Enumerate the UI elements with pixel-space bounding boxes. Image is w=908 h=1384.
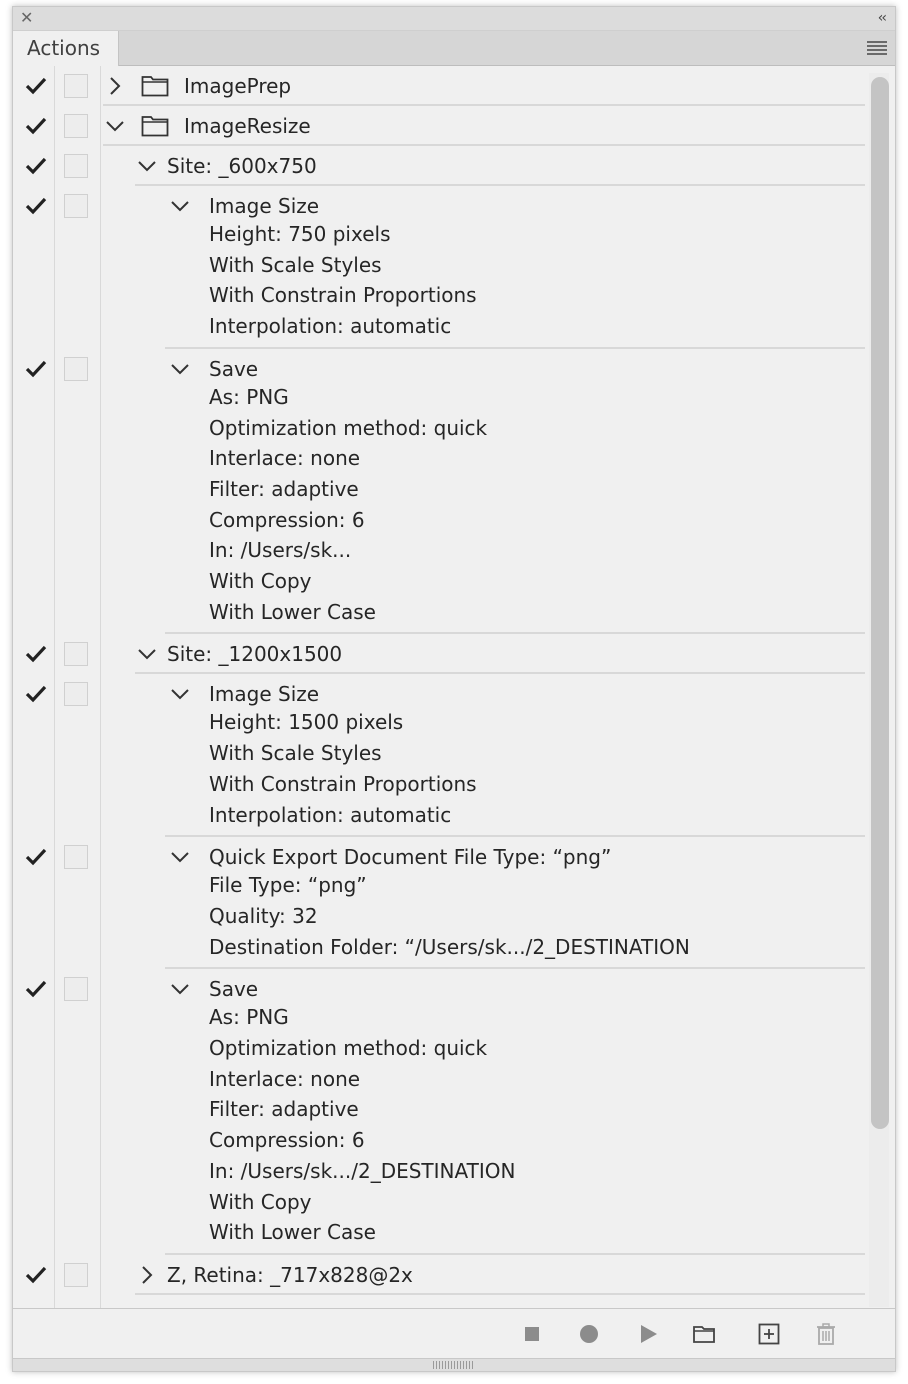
chevron-down-icon[interactable] <box>170 684 190 704</box>
new-action-icon[interactable] <box>757 1322 781 1346</box>
chevron-down-icon[interactable] <box>170 196 190 216</box>
command-parameter: Optimization method: quick <box>209 415 488 440</box>
trash-icon[interactable] <box>814 1322 838 1346</box>
dialog-toggle-checkbox[interactable] <box>64 642 88 666</box>
command-parameter: Destination Folder: “/Users/sk.../2_DESTINATION <box>209 934 690 959</box>
chevron-right-icon[interactable] <box>105 76 125 96</box>
command-parameter: With Scale Styles <box>209 252 382 277</box>
panel-footer <box>13 1308 895 1358</box>
list-item[interactable] <box>13 106 865 146</box>
action-row-label: Save <box>209 977 259 1002</box>
actions-list <box>13 66 865 1308</box>
action-row-label: Site: _600x750 <box>167 154 317 178</box>
record-icon[interactable] <box>577 1322 601 1346</box>
folder-icon <box>141 115 169 137</box>
action-row-label: Site: _1200x1500 <box>167 642 343 667</box>
checkmark-icon[interactable] <box>25 979 47 999</box>
command-parameter: With Lower Case <box>209 1220 376 1245</box>
double-chevron-left-icon[interactable]: ‹‹ <box>877 10 885 26</box>
command-parameter: Interpolation: automatic <box>209 314 452 339</box>
panel-tab-row <box>13 31 895 66</box>
chevron-down-icon[interactable] <box>170 979 190 999</box>
command-parameter: File Type: “png” <box>209 873 367 898</box>
action-row-label: Image Size <box>209 682 320 707</box>
checkmark-icon[interactable] <box>25 644 47 664</box>
list-item[interactable] <box>13 1255 865 1295</box>
command-parameter: With Lower Case <box>209 599 376 624</box>
scrollbar-thumb[interactable] <box>871 77 889 1129</box>
command-parameter: In: /Users/sk... <box>209 538 352 563</box>
list-item[interactable] <box>13 146 865 186</box>
checkmark-icon[interactable] <box>25 359 47 379</box>
play-icon[interactable] <box>636 1322 660 1346</box>
dialog-toggle-checkbox[interactable] <box>64 845 88 869</box>
command-parameter: As: PNG <box>209 1005 289 1030</box>
action-row-label: Save <box>209 356 259 381</box>
command-parameter: Quality: 32 <box>209 903 318 928</box>
command-parameter: Optimization method: quick <box>209 1036 488 1060</box>
list-item[interactable] <box>13 969 865 1009</box>
dialog-toggle-checkbox[interactable] <box>64 357 88 381</box>
checkmark-icon[interactable] <box>25 847 47 867</box>
panel-titlebar <box>13 7 895 31</box>
command-parameter: Filter: adaptive <box>209 476 359 501</box>
dialog-toggle-checkbox[interactable] <box>64 154 88 178</box>
command-parameter: With Scale Styles <box>209 741 382 766</box>
folder-icon <box>141 75 169 97</box>
dialog-toggle-checkbox[interactable] <box>64 1263 88 1287</box>
list-item[interactable] <box>13 186 865 226</box>
list-item[interactable] <box>13 349 865 389</box>
dialog-toggle-checkbox[interactable] <box>64 682 88 706</box>
checkmark-icon[interactable] <box>25 116 47 136</box>
command-parameter: As: PNG <box>209 384 289 409</box>
command-parameter: Interlace: none <box>209 446 361 471</box>
checkmark-icon[interactable] <box>25 684 47 704</box>
command-parameter: With Constrain Proportions <box>209 283 477 308</box>
command-parameter: Compression: 6 <box>209 1128 365 1153</box>
dialog-toggle-checkbox[interactable] <box>64 194 88 218</box>
action-row-label: Image Size <box>209 194 320 218</box>
command-parameter: Filter: adaptive <box>209 1097 359 1122</box>
checkmark-icon[interactable] <box>25 1265 47 1285</box>
list-item[interactable] <box>13 66 865 106</box>
chevron-down-icon[interactable] <box>105 116 125 136</box>
close-icon[interactable]: ✕ <box>20 8 34 27</box>
dialog-toggle-checkbox[interactable] <box>64 74 88 98</box>
command-parameter: With Copy <box>209 1189 312 1214</box>
action-row-label: ImagePrep <box>184 74 292 98</box>
list-item[interactable] <box>13 634 865 674</box>
panel-menu-icon[interactable] <box>867 41 887 57</box>
action-row-label: ImageResize <box>184 114 311 138</box>
list-item[interactable] <box>13 837 865 877</box>
list-item[interactable] <box>13 674 865 714</box>
resize-grip[interactable] <box>13 1358 895 1371</box>
actions-panel <box>12 6 896 1372</box>
command-parameter: Compression: 6 <box>209 507 365 532</box>
command-parameter: With Copy <box>209 569 312 593</box>
chevron-down-icon[interactable] <box>170 847 190 867</box>
checkmark-icon[interactable] <box>25 196 47 216</box>
row-divider <box>135 1293 865 1295</box>
command-parameter: With Constrain Proportions <box>209 771 477 796</box>
action-row-label: Quick Export Document File Type: “png” <box>209 845 612 870</box>
dialog-toggle-checkbox[interactable] <box>64 977 88 1001</box>
command-parameter: Interpolation: automatic <box>209 802 452 827</box>
command-parameter: Interlace: none <box>209 1066 361 1091</box>
chevron-down-icon[interactable] <box>137 156 157 176</box>
command-parameter: Height: 1500 pixels <box>209 710 404 735</box>
checkmark-icon[interactable] <box>25 156 47 176</box>
new-set-folder-icon[interactable] <box>692 1322 716 1346</box>
checkmark-icon[interactable] <box>25 76 47 96</box>
tab-actions[interactable]: Actions <box>13 31 119 66</box>
command-parameter: In: /Users/sk.../2_DESTINATION <box>209 1158 516 1183</box>
chevron-down-icon[interactable] <box>170 359 190 379</box>
chevron-right-icon[interactable] <box>137 1265 157 1285</box>
chevron-down-icon[interactable] <box>137 644 157 664</box>
command-parameter: Height: 750 pixels <box>209 222 391 246</box>
dialog-toggle-checkbox[interactable] <box>64 114 88 138</box>
stop-icon[interactable] <box>520 1322 544 1346</box>
action-row-label: Z, Retina: _717x828@2x <box>167 1262 413 1287</box>
